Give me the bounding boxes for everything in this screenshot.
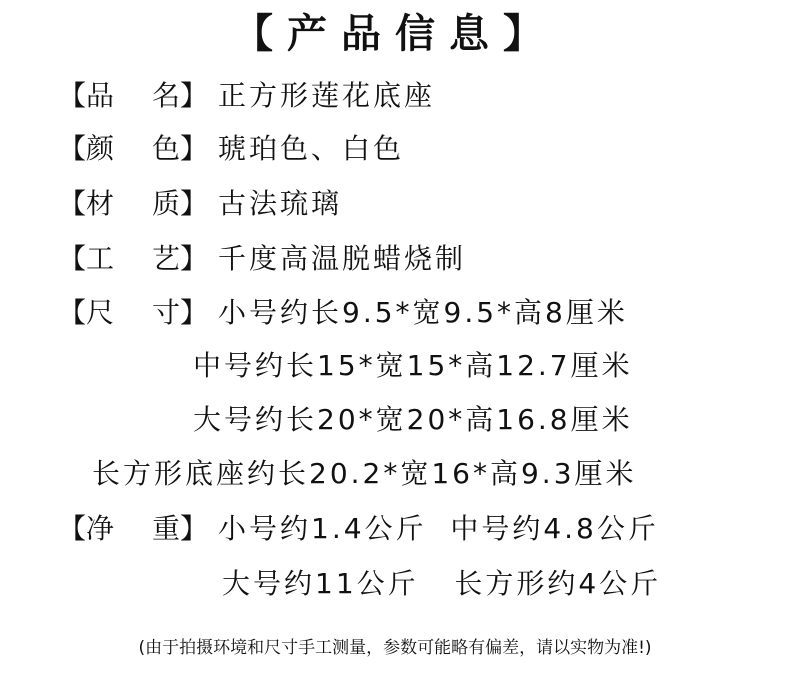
bracket-open: 【 [58, 187, 87, 220]
label-craft [58, 241, 208, 277]
bracket-close: 】 [180, 296, 209, 329]
label-net-weight [58, 511, 208, 547]
bracket-close: 】 [180, 512, 209, 545]
label-char-1: 材 [86, 187, 115, 220]
value-craft: 千度高温脱蜡烧制 [218, 242, 467, 275]
label-char-2: 质 [152, 187, 181, 220]
bracket-close: 】 [180, 132, 209, 165]
bracket-close: 】 [180, 242, 209, 275]
value-size-small: 小号约长9.5*宽9.5*高8厘米 [218, 296, 628, 329]
page-title: 【产品信息】 [233, 10, 557, 57]
bracket-open: 【 [58, 132, 87, 165]
value-size-medium: 中号约长15*宽15*高12.7厘米 [193, 349, 633, 382]
value-color: 琥珀色、白色 [218, 132, 405, 165]
label-char-2: 艺 [152, 242, 181, 275]
label-char-2: 重 [152, 512, 181, 545]
value-size-large: 大号约长20*宽20*高16.8厘米 [193, 403, 633, 436]
bracket-open: 【 [58, 242, 87, 275]
value-material: 古法琉璃 [218, 187, 343, 220]
label-char-1: 品 [86, 79, 115, 112]
label-size [58, 295, 208, 331]
label-product-name [58, 78, 208, 114]
label-char-2: 色 [152, 132, 181, 165]
label-char-2: 寸 [152, 296, 181, 329]
value-weight-small-medium: 小号约1.4公斤 中号约4.8公斤 [218, 512, 659, 545]
label-char-1: 工 [86, 242, 115, 275]
bracket-open: 【 [58, 79, 87, 112]
label-char-1: 颜 [86, 132, 115, 165]
value-weight-large-rectangular: 大号约11公斤 长方形约4公斤 [222, 567, 662, 600]
label-color [58, 131, 208, 167]
bracket-open: 【 [58, 296, 87, 329]
bracket-close: 】 [180, 79, 209, 112]
bracket-close: 】 [180, 187, 209, 220]
value-product-name: 正方形莲花底座 [218, 79, 436, 112]
bracket-open: 【 [58, 512, 87, 545]
label-material [58, 186, 208, 222]
value-size-rectangular: 长方形底座约长20.2*宽16*高9.3厘米 [92, 457, 637, 490]
disclaimer-note: (由于拍摄环境和尺寸手工测量，参数可能略有偏差，请以实物为准!) [138, 638, 652, 658]
label-char-1: 净 [86, 512, 115, 545]
label-char-2: 名 [152, 79, 181, 112]
label-char-1: 尺 [86, 296, 115, 329]
